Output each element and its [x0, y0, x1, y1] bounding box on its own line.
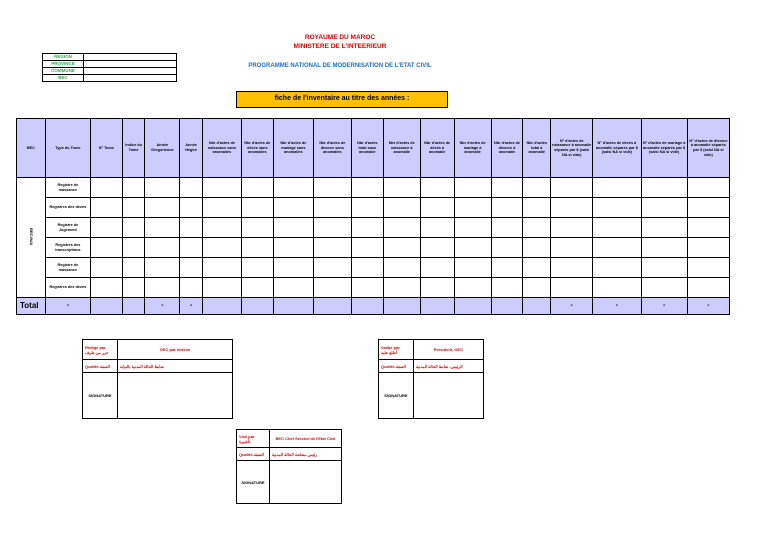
table-cell[interactable] — [383, 258, 420, 278]
table-cell[interactable] — [593, 278, 641, 298]
table-cell[interactable] — [241, 178, 273, 198]
column-header: N° d'actes de mariage à anomalie séparés par $ (saisi NA si vide) — [641, 119, 687, 178]
table-cell[interactable] — [551, 218, 593, 238]
region-label: REGION — [43, 54, 84, 61]
table-cell[interactable] — [593, 198, 641, 218]
table-cell[interactable] — [551, 198, 593, 218]
commune-value[interactable] — [84, 68, 177, 75]
table-cell[interactable] — [523, 278, 551, 298]
table-cell[interactable] — [383, 198, 420, 218]
table-cell[interactable] — [383, 238, 420, 258]
table-cell[interactable] — [202, 218, 241, 238]
table-cell[interactable] — [351, 238, 383, 258]
table-cell[interactable] — [273, 278, 313, 298]
type-du-tome-cell: Registres des décès — [45, 198, 90, 218]
table-cell[interactable] — [202, 258, 241, 278]
inventory-table — [16, 118, 730, 315]
commune-label: COMMUNE — [43, 68, 84, 75]
total-cell — [383, 298, 420, 315]
column-header: Nbr d'actes de décès à anomalie — [420, 119, 454, 178]
column-header: Indice du Tome — [122, 119, 145, 178]
signature-label-3: SIGNATURE — [237, 461, 270, 504]
table-cell[interactable] — [202, 178, 241, 198]
column-header: Nbr d'actes de mariage sans anomalies — [273, 119, 313, 178]
column-header: Nbr d'actes de décès sans anomalies — [241, 119, 273, 178]
table-cell[interactable] — [641, 218, 687, 238]
bec-vertical-label: BEC#N/A — [29, 227, 35, 246]
table-cell[interactable] — [687, 258, 729, 278]
table-cell[interactable] — [90, 178, 122, 198]
table-cell[interactable] — [687, 198, 729, 218]
table-cell[interactable] — [145, 258, 180, 278]
location-row-region — [43, 54, 177, 61]
table-cell[interactable] — [491, 238, 523, 258]
table-cell[interactable] — [420, 178, 454, 198]
total-dash: - — [45, 298, 90, 315]
total-cell — [454, 298, 491, 315]
header-ministry: MINISTERE DE L'INTEERIEUR — [293, 43, 387, 50]
redige-label: Rédigé par — [85, 344, 106, 350]
table-cell[interactable] — [641, 258, 687, 278]
table-cell[interactable] — [551, 278, 593, 298]
column-header: Année Grégorienne — [145, 119, 180, 178]
table-cell[interactable] — [241, 218, 273, 238]
column-header: BEC — [17, 119, 46, 178]
table-cell[interactable] — [420, 258, 454, 278]
table-cell[interactable] — [551, 178, 593, 198]
table-cell[interactable] — [641, 198, 687, 218]
total-dash: - — [687, 298, 729, 315]
column-header: N° Tome — [90, 119, 122, 178]
table-cell[interactable] — [687, 218, 729, 238]
table-cell[interactable] — [313, 258, 351, 278]
table-cell[interactable] — [180, 178, 203, 198]
column-header: N° d'actes de divorce à anomalie séparés par $ (saisi NA si vide) — [687, 119, 729, 178]
table-cell[interactable] — [383, 218, 420, 238]
table-cell[interactable] — [145, 218, 180, 238]
signature-box-vise — [236, 429, 342, 504]
total-cell — [420, 298, 454, 315]
table-cell[interactable] — [383, 278, 420, 298]
total-dash: - — [593, 298, 641, 315]
column-header: N° d'actes de naissance à anomalie séparés par $ (saisi NA si vide) — [551, 119, 593, 178]
table-cell[interactable] — [273, 178, 313, 198]
table-cell[interactable] — [122, 278, 145, 298]
signature-area-3[interactable] — [269, 461, 341, 504]
table-cell[interactable] — [122, 258, 145, 278]
table-cell[interactable] — [454, 278, 491, 298]
column-header: Nbr d'actes de divorce sans anomalies — [313, 119, 351, 178]
table-cell[interactable] — [273, 238, 313, 258]
location-row-bec — [43, 75, 177, 82]
table-cell[interactable] — [383, 178, 420, 198]
fiche-title: fiche de l'inventaire au titre des années : — [236, 91, 448, 108]
table-cell[interactable] — [180, 258, 203, 278]
table-cell[interactable] — [122, 198, 145, 218]
total-dash: - — [145, 298, 180, 315]
qualite-label-1: Qualité-الصفة — [83, 360, 118, 373]
table-cell[interactable] — [454, 198, 491, 218]
qualite-value-3[interactable]: رئيس مصلحة الحالة المدنية — [269, 448, 341, 461]
valide-label: Validé par — [381, 344, 400, 350]
location-row-commune — [43, 68, 177, 75]
table-cell[interactable] — [145, 178, 180, 198]
header-program: PROGRAMME NATIONAL DE MODERNISATION DE L'ETAT CIVIL — [248, 63, 432, 69]
table-cell[interactable] — [241, 278, 273, 298]
table-cell[interactable] — [313, 278, 351, 298]
table-cell[interactable] — [273, 258, 313, 278]
redige-label-arabic: حرر من طرف — [85, 349, 109, 355]
type-du-tome-cell: Registres des décès — [45, 278, 90, 298]
table-cell[interactable] — [491, 218, 523, 238]
table-cell[interactable] — [351, 198, 383, 218]
total-cell — [313, 298, 351, 315]
table-cell[interactable] — [122, 218, 145, 238]
table-cell[interactable] — [180, 238, 203, 258]
bec-value[interactable] — [84, 75, 177, 82]
table-cell[interactable] — [551, 238, 593, 258]
province-label: PROVINCE — [43, 61, 84, 68]
table-cell[interactable] — [90, 218, 122, 238]
qualite-value-1[interactable]: ضابط الحالة المدنية بالنيابة — [117, 360, 232, 373]
vise-label-cell — [237, 430, 270, 448]
vise-label-arabic: تأشيرة — [239, 438, 251, 444]
region-value[interactable] — [84, 54, 177, 61]
table-cell[interactable] — [523, 238, 551, 258]
signature-area-2[interactable] — [413, 373, 483, 419]
table-cell[interactable] — [180, 198, 203, 218]
table-cell[interactable] — [145, 198, 180, 218]
table-cell[interactable] — [687, 178, 729, 198]
signature-label-1: SIGNATURE — [83, 373, 118, 419]
table-cell[interactable] — [593, 258, 641, 278]
table-cell[interactable] — [273, 198, 313, 218]
table-cell[interactable] — [523, 198, 551, 218]
table-cell[interactable] — [641, 238, 687, 258]
vise-value[interactable]: BEC Chef Service de l'Etat Civil — [269, 430, 341, 448]
total-cell — [273, 298, 313, 315]
total-row — [17, 298, 730, 315]
table-cell[interactable] — [241, 198, 273, 218]
type-du-tome-cell: Registre de naissance — [45, 178, 90, 198]
table-cell[interactable] — [593, 178, 641, 198]
table-cell[interactable] — [90, 198, 122, 218]
table-cell[interactable] — [523, 258, 551, 278]
table-cell[interactable] — [454, 178, 491, 198]
table-cell[interactable] — [454, 238, 491, 258]
valide-value[interactable]: Président, OEC — [413, 340, 483, 360]
table-cell[interactable] — [454, 258, 491, 278]
table-cell[interactable] — [145, 238, 180, 258]
table-cell[interactable] — [90, 278, 122, 298]
table-header-row — [17, 119, 730, 178]
bec-cell — [17, 178, 46, 298]
table-cell[interactable] — [420, 198, 454, 218]
table-cell[interactable] — [420, 278, 454, 298]
column-header: Nbr d'actes total à anomalie — [523, 119, 551, 178]
table-cell[interactable] — [491, 178, 523, 198]
table-cell[interactable] — [687, 278, 729, 298]
table-cell[interactable] — [420, 218, 454, 238]
signature-box-redige — [82, 339, 233, 419]
table-cell[interactable] — [551, 258, 593, 278]
column-header: Nbr d'actes total sans anomalie — [351, 119, 383, 178]
table-cell[interactable] — [351, 278, 383, 298]
qualite-value-2[interactable]: الرئيس، ضابط الحالة المدنية — [413, 360, 483, 373]
column-header: Nbr d'actes de naissance sans anomalies — [202, 119, 241, 178]
header-kingdom: ROYAUME DU MAROC — [304, 34, 376, 41]
table-cell[interactable] — [420, 238, 454, 258]
table-cell[interactable] — [202, 198, 241, 218]
table-row — [17, 218, 730, 238]
valide-label-arabic: أطلع عليه — [381, 349, 397, 355]
table-cell[interactable] — [593, 238, 641, 258]
column-header: Type du Tome — [45, 119, 90, 178]
table-cell[interactable] — [641, 278, 687, 298]
total-cell — [202, 298, 241, 315]
table-cell[interactable] — [313, 198, 351, 218]
table-row — [17, 278, 730, 298]
redige-value[interactable]: OEC par Intérim — [117, 340, 232, 360]
total-dash: - — [641, 298, 687, 315]
table-cell[interactable] — [351, 258, 383, 278]
total-cell — [491, 298, 523, 315]
table-cell[interactable] — [180, 218, 203, 238]
table-cell[interactable] — [523, 218, 551, 238]
table-row — [17, 238, 730, 258]
table-cell[interactable] — [90, 258, 122, 278]
type-du-tome-cell: Registres des transcriptions — [45, 238, 90, 258]
signature-label-2: SIGNATURE — [379, 373, 414, 419]
redige-label-cell — [83, 340, 118, 360]
table-cell[interactable] — [313, 218, 351, 238]
total-cell — [351, 298, 383, 315]
signature-area-1[interactable] — [117, 373, 232, 419]
table-cell[interactable] — [202, 278, 241, 298]
table-row — [17, 178, 730, 198]
total-cell — [523, 298, 551, 315]
column-header: Nbr d'actes de mariage à anomalie — [454, 119, 491, 178]
total-label: Total — [17, 298, 46, 315]
table-cell[interactable] — [687, 238, 729, 258]
table-row — [17, 198, 730, 218]
location-row-province — [43, 61, 177, 68]
type-du-tome-cell: Registre de naissance — [45, 258, 90, 278]
table-cell[interactable] — [145, 278, 180, 298]
table-cell[interactable] — [313, 238, 351, 258]
qualite-label-2: Qualité-الصفة — [379, 360, 414, 373]
table-cell[interactable] — [593, 218, 641, 238]
table-cell[interactable] — [180, 278, 203, 298]
table-cell[interactable] — [122, 238, 145, 258]
table-cell[interactable] — [122, 178, 145, 198]
table-row — [17, 258, 730, 278]
table-cell[interactable] — [491, 278, 523, 298]
total-cell — [241, 298, 273, 315]
signature-box-valide — [378, 339, 484, 419]
table-cell[interactable] — [641, 178, 687, 198]
column-header: Année Hégire — [180, 119, 203, 178]
total-dash: - — [551, 298, 593, 315]
table-cell[interactable] — [313, 178, 351, 198]
column-header: N° d'actes de décès à anomalie séparés par $ (saisi NA si vide) — [593, 119, 641, 178]
location-table — [42, 53, 177, 82]
table-cell[interactable] — [273, 218, 313, 238]
total-cell — [122, 298, 145, 315]
qualite-label-3: Qualité-الصفة — [237, 448, 270, 461]
table-cell[interactable] — [454, 218, 491, 238]
total-cell — [90, 298, 122, 315]
total-dash: - — [180, 298, 203, 315]
table-cell[interactable] — [241, 238, 273, 258]
table-cell[interactable] — [351, 218, 383, 238]
table-cell[interactable] — [241, 258, 273, 278]
valide-label-cell — [379, 340, 414, 360]
table-cell[interactable] — [491, 198, 523, 218]
vise-label: Visé par — [239, 433, 255, 439]
column-header: Nbr d'actes de divorce à anomalie — [491, 119, 523, 178]
table-cell[interactable] — [351, 178, 383, 198]
province-value[interactable] — [84, 61, 177, 68]
type-du-tome-cell: Registre de Jugement — [45, 218, 90, 238]
bec-label: BEC — [43, 75, 84, 82]
column-header: Nbr d'actes de naissance à anomalie — [383, 119, 420, 178]
table-cell[interactable] — [90, 238, 122, 258]
table-cell[interactable] — [491, 258, 523, 278]
table-cell[interactable] — [523, 178, 551, 198]
table-cell[interactable] — [202, 238, 241, 258]
